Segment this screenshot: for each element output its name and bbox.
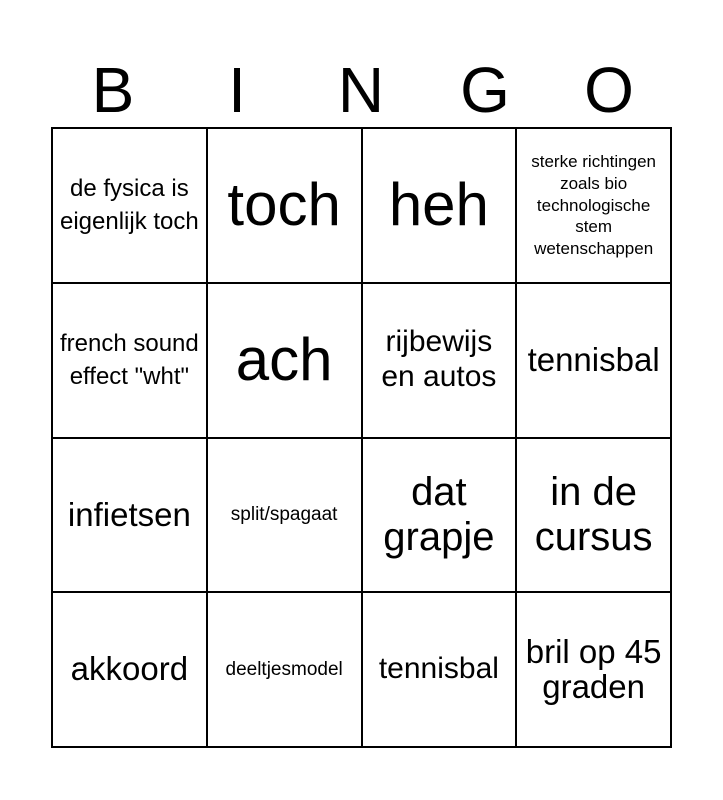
- bingo-cell[interactable]: [53, 284, 208, 439]
- cell-text: tennisbal: [378, 652, 499, 686]
- cell-text: de fysica is eigenlijk toch: [60, 174, 199, 236]
- cell-text: toch: [227, 171, 341, 239]
- bingo-cell[interactable]: [517, 129, 672, 284]
- bingo-cell[interactable]: [363, 284, 518, 439]
- bingo-cell[interactable]: [517, 593, 672, 748]
- bingo-cell[interactable]: [517, 439, 672, 594]
- cell-text: deeltjesmodel: [225, 658, 343, 680]
- cell-text: heh: [388, 171, 489, 239]
- cell-text: rijbewijs en autos: [381, 325, 497, 394]
- cell-text: akkoord: [70, 650, 189, 688]
- cell-text: in de cursus: [534, 470, 653, 559]
- cell-text: ach: [235, 326, 333, 394]
- bingo-cell[interactable]: [363, 129, 518, 284]
- bingo-cell[interactable]: [208, 129, 363, 284]
- bingo-cell[interactable]: [208, 284, 363, 439]
- bingo-card: [51, 127, 672, 748]
- cell-text: tennisbal: [527, 340, 660, 378]
- bingo-cell[interactable]: [53, 129, 208, 284]
- header-letter-b: B: [91, 54, 135, 126]
- bingo-cell[interactable]: [363, 439, 518, 594]
- header-letter-n: N: [337, 54, 385, 126]
- cell-text: bril op 45 graden: [525, 632, 662, 705]
- bingo-header: [51, 54, 671, 126]
- bingo-cell[interactable]: [363, 593, 518, 748]
- cell-text: infietsen: [67, 495, 191, 533]
- cell-text: dat grapje: [383, 470, 495, 559]
- cell-text: split/spagaat: [230, 504, 338, 526]
- bingo-cell[interactable]: [517, 284, 672, 439]
- cell-text: french sound effect "wht": [59, 329, 199, 391]
- bingo-cell[interactable]: [53, 593, 208, 748]
- header-letter-o: O: [584, 54, 634, 126]
- bingo-cell[interactable]: [53, 439, 208, 594]
- cell-text: sterke richtingen zoals bio technologische stem wetenschappen: [531, 152, 656, 258]
- bingo-cell[interactable]: [208, 593, 363, 748]
- header-letter-g: G: [460, 54, 510, 126]
- bingo-cell[interactable]: [208, 439, 363, 594]
- header-letter-i: I: [228, 54, 246, 126]
